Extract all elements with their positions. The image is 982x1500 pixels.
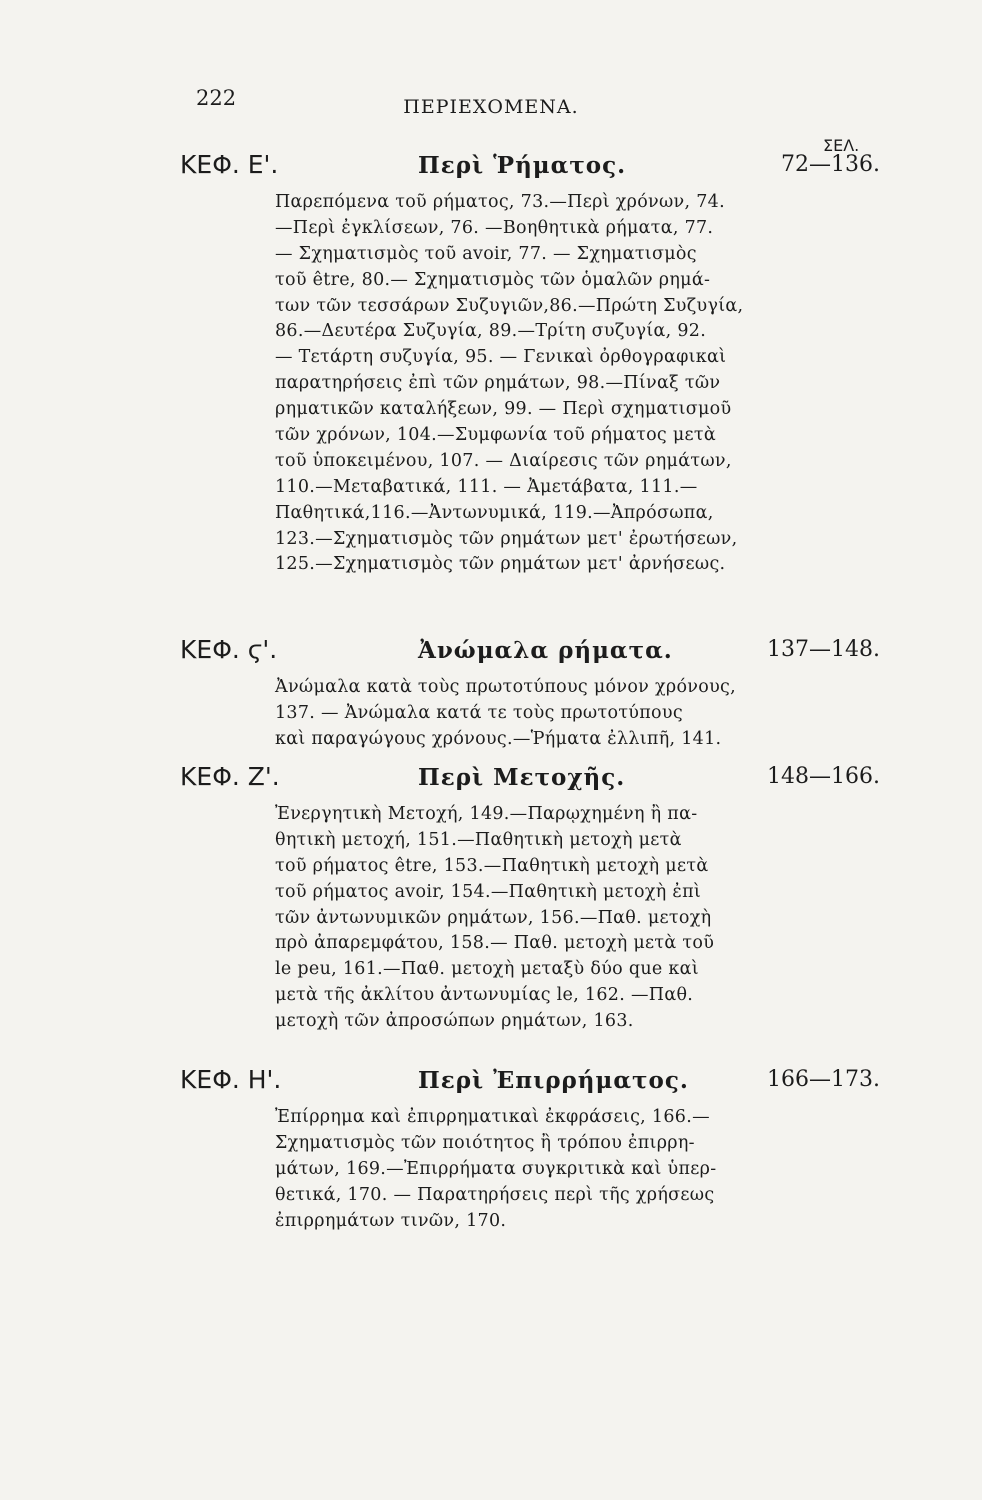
contents-line: των τῶν τεσσάρων Συζυγιῶν,86.—Πρώτη Συζυγία, [275, 295, 744, 316]
chapter-h [180, 1065, 880, 1234]
chapter-title: Ἀνώμαλα ρήματα. [418, 637, 673, 664]
contents-line: μάτων, 169.—Ἐπιρρήματα συγκριτικὰ καὶ ὑπερ- [275, 1158, 717, 1179]
chapter-label: ΚΕΦ. Ζ'. [180, 762, 280, 791]
page-number: 222 [196, 86, 237, 110]
chapter-contents [275, 802, 755, 1035]
contents-line: πρὸ ἀπαρεμφάτου, 158.— Παθ. μετοχὴ μετὰ τοῦ [275, 933, 715, 954]
contents-line: θετικά, 170. — Παρατηρήσεις περὶ τῆς χρήσεως [275, 1184, 715, 1205]
contents-line: Ἀνώμαλα κατὰ τοὺς πρωτοτύπους μόνον χρόνους, [275, 677, 736, 697]
contents-line: παρατηρήσεις ἐπὶ τῶν ρημάτων, 98.—Πίναξ τῶν [275, 373, 721, 394]
contents-line: ρηματικῶν καταλήξεων, 99. — Περὶ σχηματισμοῦ [275, 399, 732, 420]
contents-line: 137. — Ἀνώμαλα κατά τε τοὺς πρωτοτύπους [275, 702, 683, 723]
chapter-contents [275, 1105, 755, 1234]
contents-line: θητικὴ μετοχή, 151.—Παθητικὴ μετοχὴ μετὰ [275, 829, 682, 850]
chapter-page-range: 166—173. [767, 1067, 880, 1092]
contents-line: 123.—Σχηματισμὸς τῶν ρημάτων μετ' ἐρωτήσεων, [275, 528, 738, 549]
contents-line: Παρεπόμενα τοῦ ρήματος, 73.—Περὶ χρόνων, 74. [275, 192, 725, 212]
chapter-label: ΚΕΦ. ϛ'. [180, 635, 278, 664]
chapter-heading [180, 150, 880, 190]
chapter-contents [275, 190, 755, 578]
contents-line: μετοχὴ τῶν ἀπροσώπων ρημάτων, 163. [275, 1011, 634, 1032]
contents-line: — Σχηματισμὸς τοῦ avoir, 77. — Σχηματισμὸς [275, 243, 697, 264]
contents-line: 110.—Μεταβατικά, 111. — Ἀμετάβατα, 111.— [275, 476, 698, 497]
chapter-heading [180, 1065, 880, 1105]
contents-line: Σχηματισμὸς τῶν ποιότητος ἢ τρόπου ἐπιρρη- [275, 1132, 695, 1153]
chapter-label: ΚΕΦ. Η'. [180, 1065, 282, 1094]
chapter-contents [275, 675, 755, 753]
contents-line: 125.—Σχηματισμὸς τῶν ρημάτων μετ' ἀρνήσεως. [275, 554, 726, 575]
contents-line: — Τετάρτη συζυγία, 95. — Γενικαὶ ὀρθογραφικαὶ [275, 347, 727, 368]
pages-column-header: ΣΕΛ. [823, 136, 860, 155]
contents-line: τοῦ être, 80.— Σχηματισμὸς τῶν ὁμαλῶν ρημά- [275, 269, 711, 290]
contents-line: Ἐνεργητικὴ Μετοχή, 149.—Παρῳχημένη ἢ πα- [275, 804, 698, 824]
chapter-title: Περὶ Ἐπιρρήματος. [418, 1067, 689, 1094]
contents-line: τοῦ ὑποκειμένου, 107. — Διαίρεσις τῶν ρημάτων, [275, 450, 732, 471]
chapter-page-range: 137—148. [767, 637, 880, 662]
running-title: ΠΕΡΙΕΧΟΜΕΝΑ. [403, 96, 579, 118]
contents-line: —Περὶ ἐγκλίσεων, 76. —Βοηθητικὰ ρήματα, 77. [275, 217, 714, 238]
chapter-heading [180, 635, 880, 675]
chapter-e [180, 150, 880, 578]
contents-line: τῶν ἀντωνυμικῶν ρημάτων, 156.—Παθ. μετοχὴ [275, 907, 712, 928]
contents-line: τῶν χρόνων, 104.—Συμφωνία τοῦ ρήματος μετὰ [275, 425, 717, 446]
contents-line: καὶ παραγώγους χρόνους.—Ῥήματα ἐλλιπῆ, 141. [275, 728, 722, 749]
contents-line: μετὰ τῆς ἀκλίτου ἀντωνυμίας le, 162. —Παθ. [275, 985, 694, 1006]
contents-line: le peu, 161.—Παθ. μετοχὴ μεταξὺ δύο que καὶ [275, 959, 699, 980]
contents-line: τοῦ ρήματος avoir, 154.—Παθητικὴ μετοχὴ ἐπὶ [275, 881, 702, 902]
chapter-title: Περὶ Μετοχῆς. [418, 764, 626, 791]
chapter-label: ΚΕΦ. Ε'. [180, 150, 279, 179]
contents-line: 86.—Δευτέρα Συζυγία, 89.—Τρίτη συζυγία, 92. [275, 321, 707, 342]
contents-line: Παθητικά,116.—Ἀντωνυμικά, 119.—Ἀπρόσωπα, [275, 502, 714, 523]
chapter-page-range: 148—166. [767, 764, 880, 789]
contents-line: ἐπιρρημάτων τινῶν, 170. [275, 1210, 507, 1231]
contents-line: τοῦ ρήματος être, 153.—Παθητικὴ μετοχὴ μετὰ [275, 855, 709, 876]
chapter-st [180, 635, 880, 753]
chapter-page-range: 72—136. [781, 152, 880, 177]
chapter-heading [180, 762, 880, 802]
chapter-title: Περὶ Ῥήματος. [418, 152, 627, 179]
contents-line: Ἐπίρρημα καὶ ἐπιρρηματικαὶ ἐκφράσεις, 166.— [275, 1107, 710, 1127]
chapter-z [180, 762, 880, 1035]
